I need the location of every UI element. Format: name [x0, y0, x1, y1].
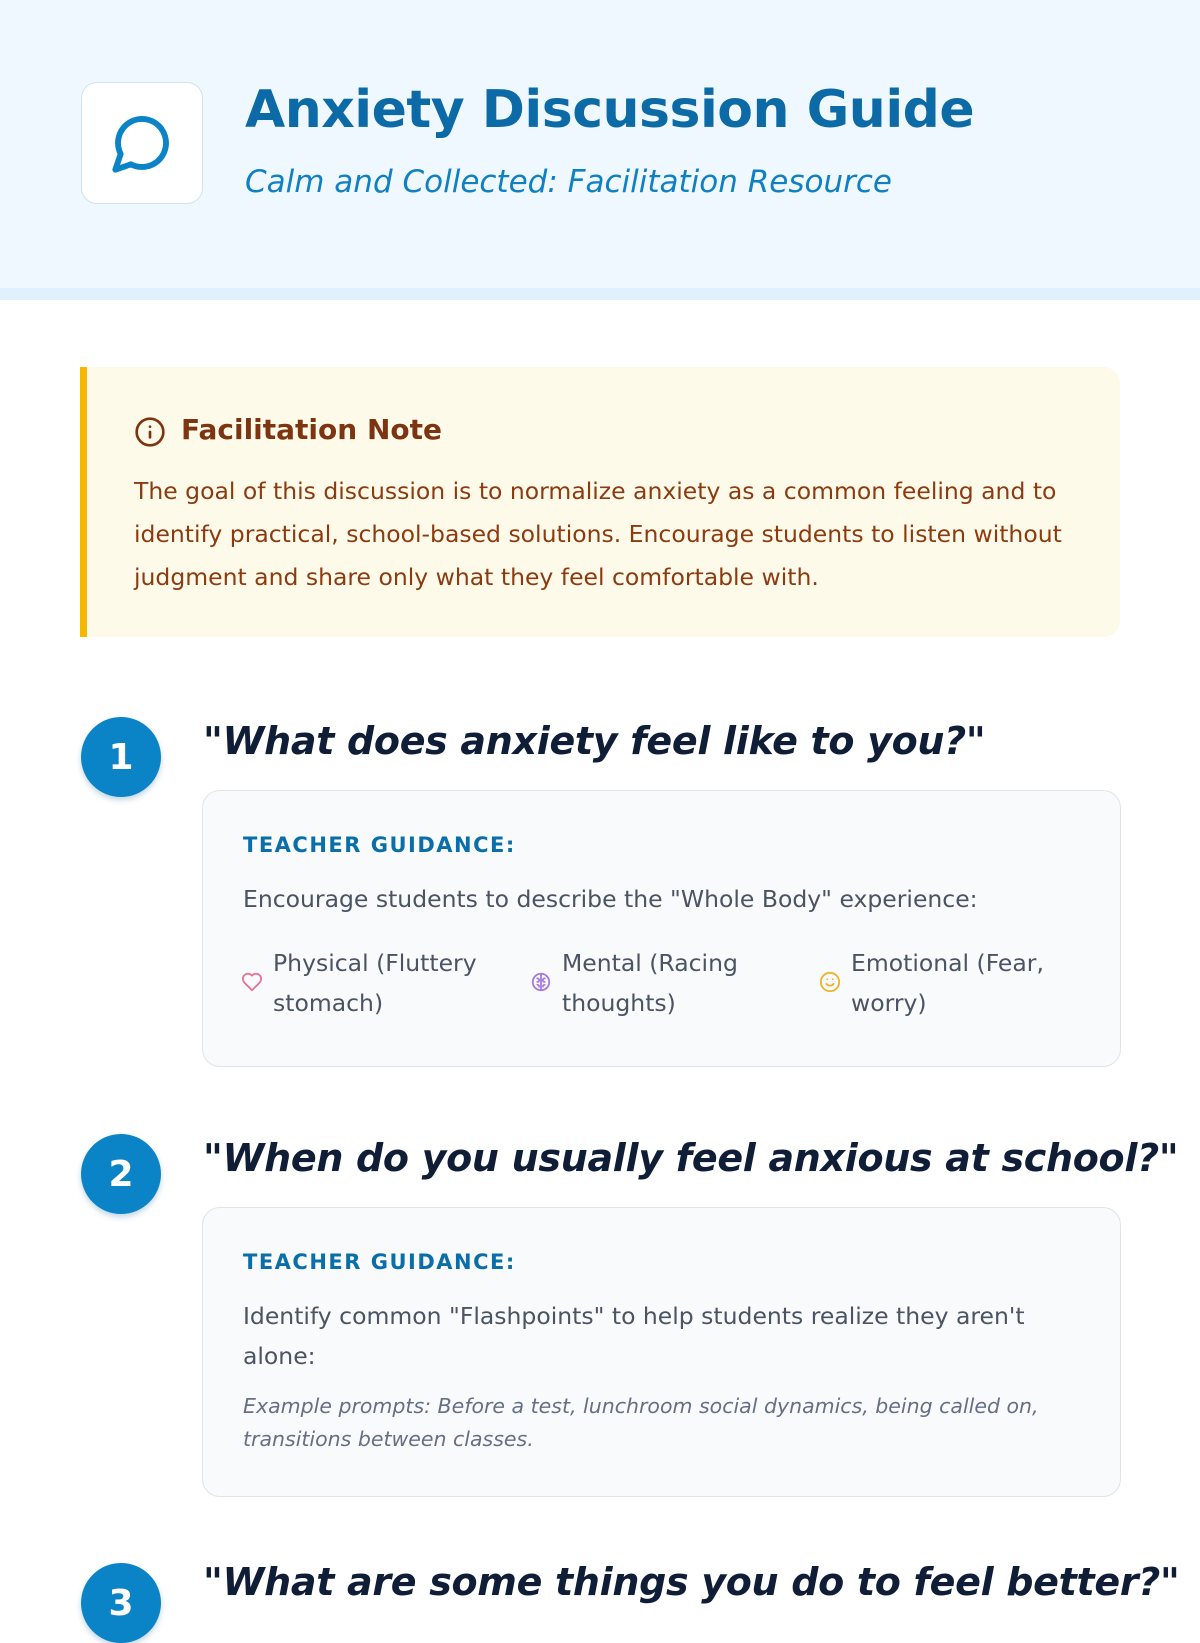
smile-icon — [819, 971, 841, 993]
guidance-text: Encourage students to describe the "Whole Body" experience: — [243, 885, 978, 913]
question-text: "What does anxiety feel like to you?" — [203, 719, 986, 763]
guidance-label: TEACHER GUIDANCE: — [243, 1250, 516, 1274]
question-number-badge: 1 — [81, 717, 161, 797]
question-number-badge: 3 — [81, 1563, 161, 1643]
question-text: "What are some things you do to feel better?" — [203, 1560, 1180, 1604]
question-text: "When do you usually feel anxious at school?" — [203, 1136, 1179, 1180]
info-icon — [134, 416, 166, 448]
aspect-label: Emotional (Fear, worry) — [851, 949, 1044, 1017]
note-title: Facilitation Note — [181, 413, 442, 446]
guidance-label: TEACHER GUIDANCE: — [243, 833, 516, 857]
teacher-guidance-box — [202, 1207, 1121, 1497]
note-body: The goal of this discussion is to normalize anxiety as a common feeling and to identify practical, school-based solutions. Encourage students to listen without judgment and share only what they feel comfortable with. — [134, 477, 1062, 591]
page-header — [0, 0, 1200, 300]
aspect-label: Mental (Racing thoughts) — [562, 949, 738, 1017]
heart-icon — [241, 971, 263, 993]
question-number-badge: 2 — [81, 1134, 161, 1214]
aspect-emotional — [819, 943, 1081, 1023]
brain-icon — [530, 971, 552, 993]
message-circle-icon — [81, 82, 203, 204]
facilitation-note — [80, 367, 1120, 637]
teacher-guidance-box — [202, 790, 1121, 1067]
aspect-physical — [241, 943, 503, 1023]
aspect-label: Physical (Fluttery stomach) — [273, 949, 477, 1017]
guidance-text: Identify common "Flashpoints" to help students realize they aren't alone: — [243, 1302, 1025, 1370]
page-title: Anxiety Discussion Guide — [245, 80, 975, 140]
page-subtitle: Calm and Collected: Facilitation Resource — [245, 164, 892, 200]
guidance-example: Example prompts: Before a test, lunchroom social dynamics, being called on, transitions between classes. — [243, 1394, 1039, 1451]
aspect-mental — [530, 943, 792, 1023]
